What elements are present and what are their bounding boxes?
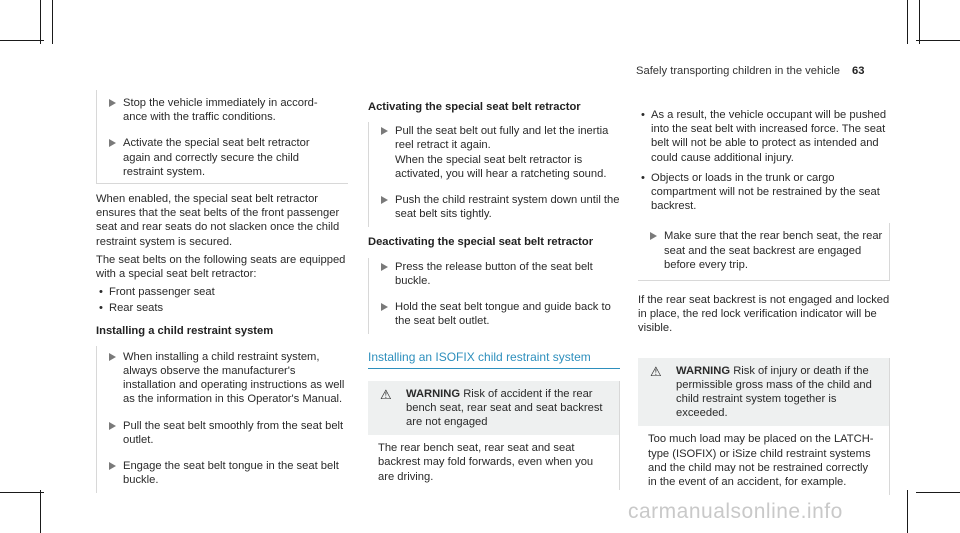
bullet-item: • As a result, the vehicle occupant will be pushed into the seat belt with increased force. The seat belt will not be able to protect as intended and could cause additional injury. — [638, 108, 890, 165]
section-heading: Activating the special seat belt retractor — [368, 101, 581, 113]
warning-label: WARNING — [406, 387, 461, 400]
body-paragraph: The seat belts on the following seats are equipped with a special seat belt retractor: — [96, 253, 346, 281]
step-text: Pull the seat belt smoothly from the seat belt outlet. — [123, 419, 344, 446]
warning-body: The rear bench seat, rear seat and seat backrest may fold forwards, even when you are driving. — [378, 442, 594, 483]
instruction-step — [97, 350, 348, 407]
warning-box — [638, 358, 890, 496]
step-text: Engage the seat belt tongue in the seat belt buckle. — [123, 460, 339, 487]
instruction-step — [97, 96, 348, 124]
instruction-step — [369, 260, 620, 288]
instruction-step — [97, 459, 348, 487]
warning-box — [368, 381, 620, 490]
crop-mark — [40, 490, 41, 533]
warning-label: WARNING — [676, 364, 731, 377]
instruction-step — [369, 124, 620, 181]
column-3 — [638, 108, 890, 495]
crop-mark — [0, 40, 44, 41]
column-2 — [368, 96, 620, 490]
step-box-top — [96, 90, 348, 184]
crop-mark — [907, 0, 908, 44]
step-text: When installing a child restraint system, always observe the manufacturer's installation and operating instructions as well as the information in this Operator's Manual. — [123, 350, 345, 406]
instruction-step — [97, 419, 348, 447]
crop-mark — [919, 0, 920, 44]
bullet-item: • Rear seats — [96, 301, 348, 315]
step-text: Press the release button of the seat belt buckle. — [395, 260, 593, 287]
running-header: Safely transporting children in the vehicle — [636, 65, 840, 77]
step-box-activate — [368, 122, 620, 227]
step-text: Pull the seat belt out fully and let the inertia reel retract it again. When the special seat belt retractor is activated, you will hear a ratcheting sound. — [395, 125, 609, 180]
crop-mark — [52, 0, 53, 44]
section-link[interactable]: Installing an ISOFIX child restraint system — [368, 350, 591, 365]
instruction-step — [369, 193, 620, 221]
step-box-bottom — [96, 346, 348, 494]
crop-mark — [916, 40, 960, 41]
step-text: Stop the vehicle immediately in accord- ance with the traffic conditions. — [123, 97, 318, 124]
warning-header — [368, 381, 619, 436]
warning-body: Too much load may be placed on the LATCH-type (ISOFIX) or iSize child restraint systems and the child may not be restrained correctly in the event of an accident, for example. — [648, 433, 874, 489]
bullet-item: • Objects or loads in the trunk or cargo compartment will not be restrained by the seat backrest. — [638, 171, 890, 214]
warning-header — [638, 358, 889, 427]
crop-mark — [0, 492, 44, 493]
instruction-step — [97, 136, 348, 179]
crop-mark — [40, 0, 41, 44]
warning-triangle-icon: ⚠ — [380, 386, 392, 402]
step-box-check — [638, 223, 890, 281]
warning-triangle-icon: ⚠ — [650, 363, 662, 379]
body-paragraph: When enabled, the special seat belt retractor ensures that the seat belts of the front passenger seat and rear seats do not slacken once the child restraint system is secured. — [96, 193, 340, 248]
step-box-deactivate — [368, 258, 620, 335]
warning-title: Risk of accident if the rear bench seat, rear seat and seat backrest are not engaged — [406, 387, 603, 429]
watermark: carmanualsonline.info — [628, 500, 843, 523]
column-1 — [96, 90, 348, 493]
page-number: 63 — [852, 65, 865, 77]
instruction-step — [369, 300, 620, 328]
crop-mark — [907, 490, 908, 533]
instruction-step — [638, 229, 889, 272]
warning-title: Risk of injury or death if the permissible gross mass of the child and child restraint system together is exceeded. — [676, 364, 872, 420]
bullet-item: • Front passenger seat — [96, 285, 348, 299]
link-underline — [368, 368, 620, 369]
section-heading: Deactivating the special seat belt retractor — [368, 236, 594, 249]
body-paragraph: If the rear seat backrest is not engaged and locked in place, the red lock verification indicator will be visible. — [638, 294, 890, 335]
step-text: Activate the special seat belt retractor again and correctly secure the child restraint system. — [123, 137, 310, 178]
step-text: Hold the seat belt tongue and guide back to the seat belt outlet. — [395, 301, 611, 328]
step-text: Make sure that the rear bench seat, the rear seat and the seat backrest are engaged before every trip. — [664, 230, 883, 271]
step-text: Push the child restraint system down until the seat belt sits tightly. — [395, 194, 620, 221]
section-heading: Installing a child restraint system — [96, 324, 274, 337]
crop-mark — [916, 492, 960, 493]
